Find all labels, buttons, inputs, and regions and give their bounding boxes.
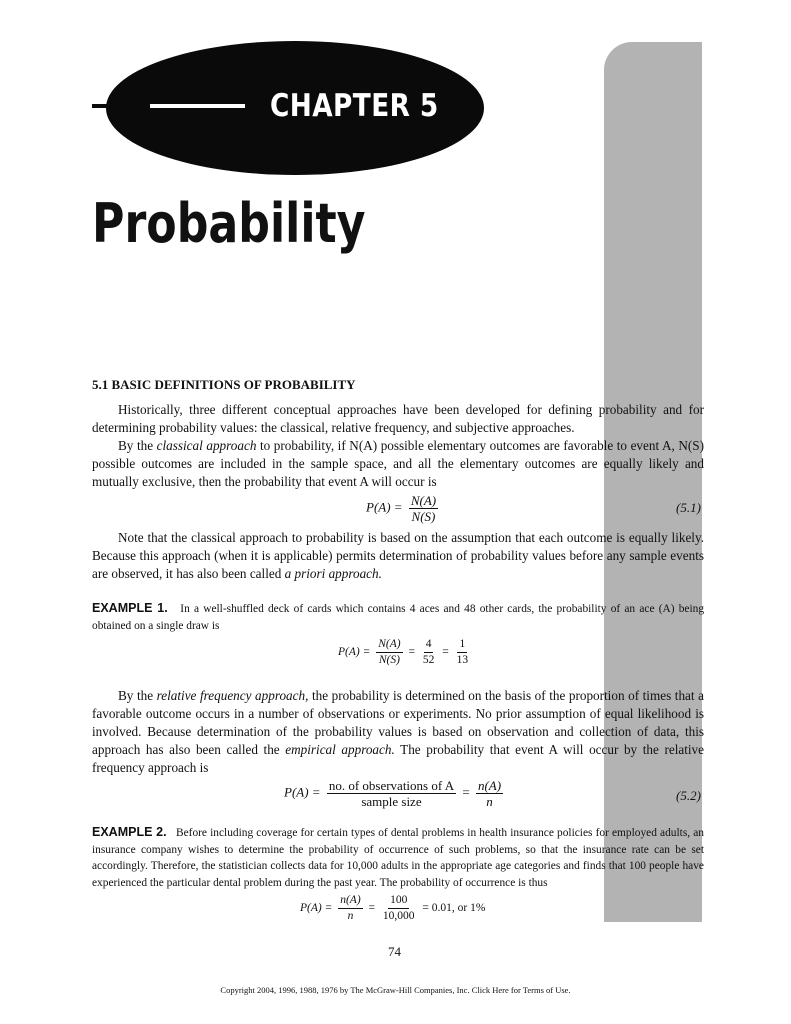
example-1-equation: P(A) = $\frac{N(A)}{N(S)}$ = $\frac{4}{52}$ = $\frac{1}{13}$ bbox=[338, 638, 469, 666]
intro-block bbox=[92, 401, 704, 491]
example-1-text: In a well-shuffled deck of cards which contains 4 aces and 48 other cards, the probability of an ace (A) being obtained on a single draw is bbox=[92, 603, 705, 632]
example-2 bbox=[92, 824, 704, 891]
page-number: 74 bbox=[388, 944, 401, 959]
paragraph-relative-frequency: By the relative frequency approach, the probability is determined on the basis of the proportion of times that a favorable outcome occurs in a number of observations or experiments. No prior assumption of equal likelihood is involved. Because determination of the probability values is based on observation and collection of data, this approach has also been called the empirical approach. The probability that event A will occur by the relative frequency approach is bbox=[92, 688, 704, 775]
paragraph-apriori: Note that the classical approach to probability is based on the assumption that each outcome is equally likely. Because this approach (when it is applicable) permits determination of probability values before any sample events are observed, it has also been called a priori approach. bbox=[92, 530, 704, 581]
example-1-label: EXAMPLE 1. bbox=[92, 601, 168, 615]
equation-5-2: P(A) = $\frac{\text{no. of observations of A}}{\text{sample size}}$ = $\frac{n(A)}{n}$ bbox=[284, 778, 502, 809]
apriori-block bbox=[92, 529, 704, 583]
chapter-label: CHAPTER 5 bbox=[270, 88, 439, 124]
equation-number-5-2: (5.2) bbox=[676, 788, 701, 803]
chapter-rule-gap bbox=[150, 104, 245, 108]
paragraph-historical: Historically, three different conceptual approaches have been developed for defining probability and for determining probability values: the classical, relative frequency, and subjective approaches. bbox=[92, 402, 704, 435]
example-1 bbox=[92, 600, 704, 634]
chapter-title: Probability bbox=[92, 192, 366, 255]
copyright-notice: Copyright 2004, 1996, 1988, 1976 by The McGraw-Hill Companies, Inc. Click Here for Terms of Use. bbox=[220, 985, 571, 995]
frequency-block bbox=[92, 687, 704, 777]
paragraph-classical: By the classical approach to probability, if N(A) possible elementary outcomes are favorable to event A, N(S) possible outcomes are included in the sample space, and all the elementary outcomes are equally likely and mutually exclusive, then the probability that event A will occur is bbox=[92, 438, 704, 489]
example-2-label: EXAMPLE 2. bbox=[92, 825, 167, 839]
section-heading: 5.1 BASIC DEFINITIONS OF PROBABILITY bbox=[92, 377, 356, 392]
example-2-equation: P(A) = $\frac{n(A)}{n}$ = $\frac{100}{10,000}$ = 0.01, or 1% bbox=[300, 894, 486, 922]
equation-5-1: P(A) = $\frac{N(A)}{N(S)}$ bbox=[366, 493, 437, 524]
example-2-text: Before including coverage for certain types of dental problems in health insurance policies for employed adults, an insurance company wishes to determine the probability of occurrence of such problems, so that the insurance rate can be set accordingly. Therefore, the statistician collects data for 10,000 adults in the appropriate age categories and finds that 100 people have experienced the particular dental problem during the past year. The probability of occurrence is thus bbox=[92, 827, 704, 889]
equation-number-5-1: (5.1) bbox=[676, 500, 701, 515]
